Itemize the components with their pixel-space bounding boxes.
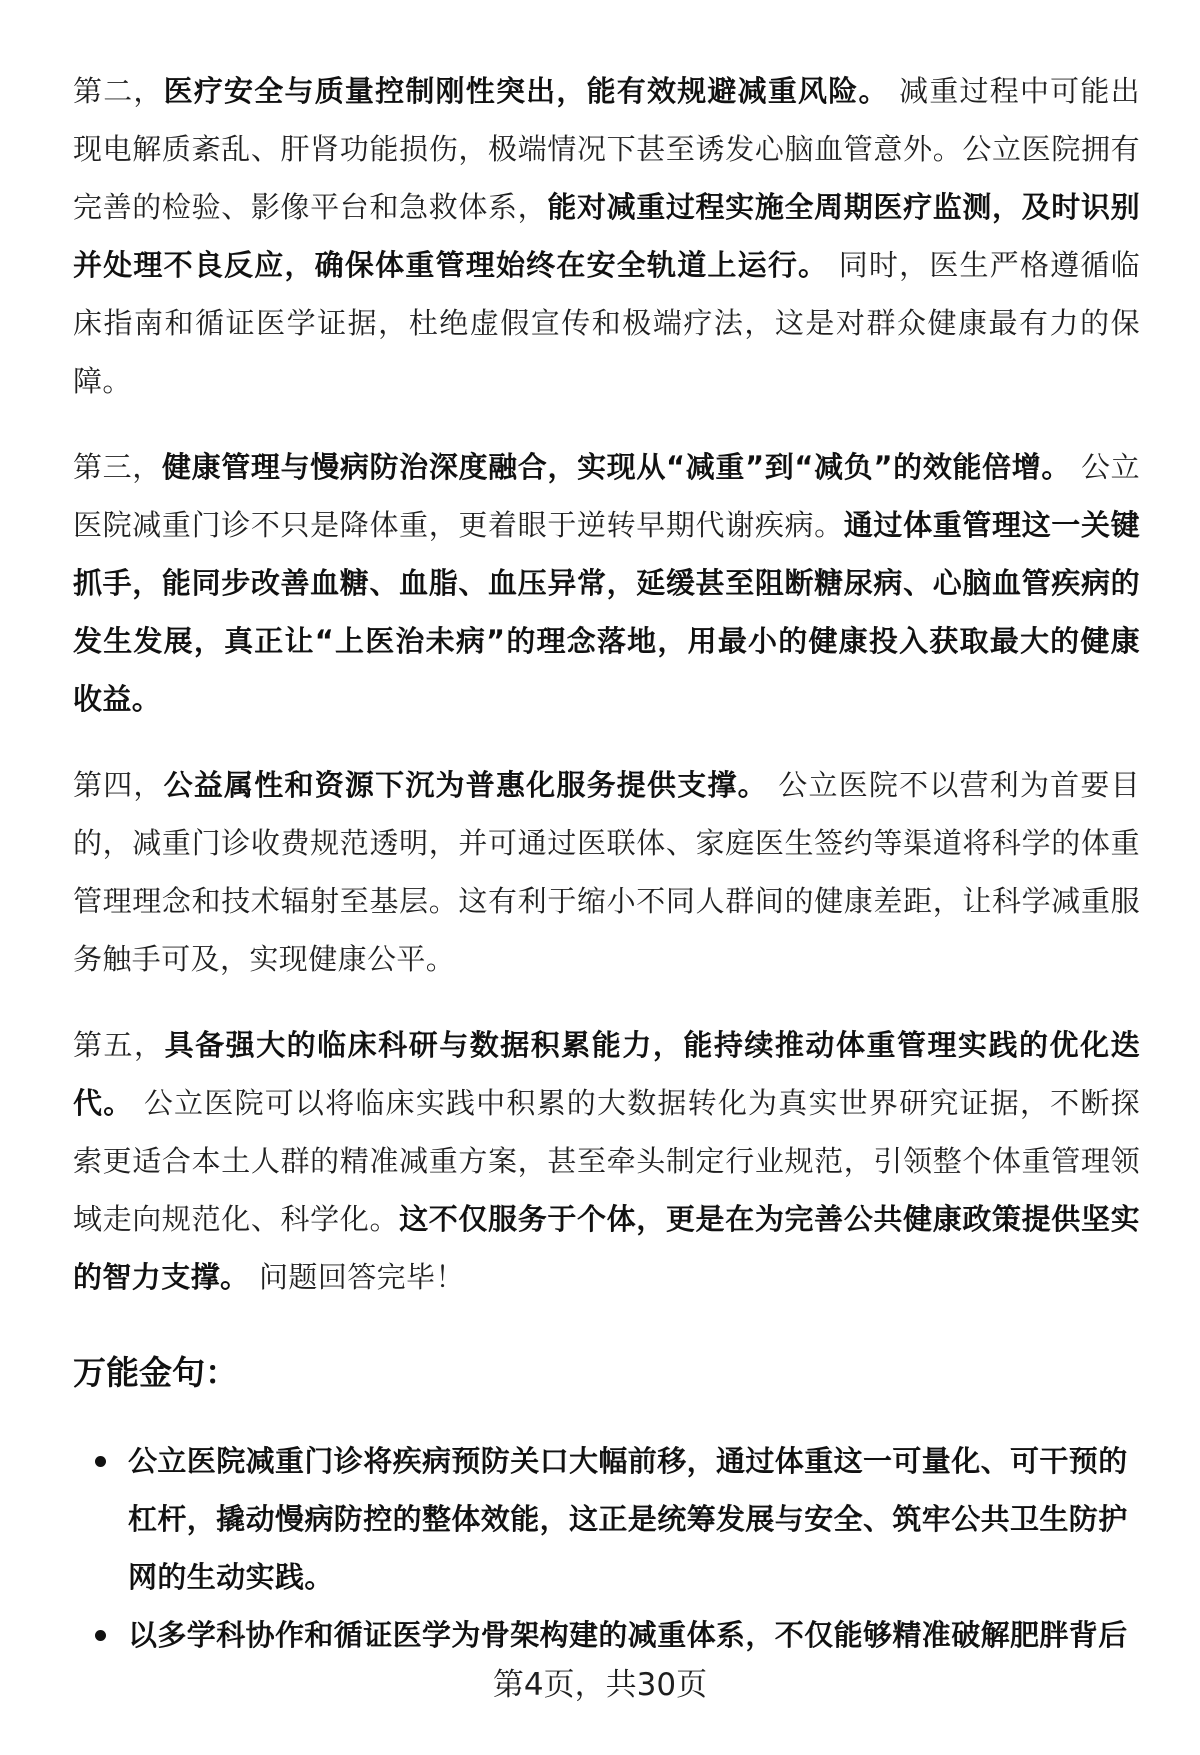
bullet-dot-icon <box>95 1456 106 1467</box>
list-item-text: 公立医院减重门诊将疾病预防关口大幅前移，通过体重这一可量化、可干预的杠杆，撬动慢病防控的整体效能，这正是统筹发展与安全、筑牢公共卫生防护网的生动实践。 <box>128 1444 1128 1594</box>
list-item-text: 以多学科协作和循证医学为骨架构建的减重体系，不仅能够精准破解肥胖背后 <box>128 1618 1128 1652</box>
bold-text: 通过体重管理这一关键抓手，能同步改善血糖、血脂、血压异常，延缓甚至阻断糖尿病、心脑血管疾病的发生发展，真正让“上医治未病”的理念落地，用最小的健康投入获取最大的健康收益。 <box>73 508 1140 716</box>
bullet-dot-icon <box>95 1630 106 1641</box>
bold-text: 这不仅服务于个体，更是在为完善公共健康政策提供坚实的智力支撑。 <box>73 1202 1140 1294</box>
text-segment: 第五， <box>73 1028 165 1062</box>
text-segment: 第四， <box>73 768 164 802</box>
paragraph <box>73 1016 1140 1306</box>
list-item <box>73 1606 1140 1664</box>
paragraph <box>73 438 1140 728</box>
text-segment: 问题回答完毕！ <box>249 1260 465 1294</box>
text-segment: 公立医院可以将临床实践中积累的大数据转化为真实世界研究证据，不断探索更适合本土人群的精准减重方案，甚至牵头制定行业规范，引领整个体重管理领域走向规范化、科学化。 <box>73 1086 1140 1236</box>
golden-sentence-list <box>73 1432 1140 1664</box>
text-segment: 第三， <box>73 450 162 484</box>
paragraph <box>73 756 1140 988</box>
bold-text: 公益属性和资源下沉为普惠化服务提供支撑。 <box>163 768 768 802</box>
text-segment: 公立医院不以营利为首要目的，减重门诊收费规范透明，并可通过医联体、家庭医生签约等渠道将科学的体重管理理念和技术辐射至基层。这有利于缩小不同人群间的健康差距，让科学减重服务触手可及，实现健康公平。 <box>73 768 1141 976</box>
text-segment: 第二， <box>73 74 164 108</box>
text-segment: 同时，医生严格遵循临床指南和循证医学证据，杜绝虚假宣传和极端疗法，这是对群众健康最有力的保障。 <box>73 248 1140 398</box>
section-title: 万能金句： <box>73 1353 238 1392</box>
bold-text: 健康管理与慢病防治深度融合，实现从“减重”到“减负”的效能倍增。 <box>161 450 1072 484</box>
paragraph <box>73 62 1140 410</box>
text-segment: 减重过程中可能出现电解质紊乱、肝肾功能损伤，极端情况下甚至诱发心脑血管意外。公立医院拥有完善的检验、影像平台和急救体系， <box>73 74 1141 224</box>
bold-text: 具备强大的临床科研与数据积累能力，能持续推动体重管理实践的优化迭代。 <box>73 1028 1140 1120</box>
text-segment: 公立医院减重门诊不只是降体重，更着眼于逆转早期代谢疾病。 <box>73 450 1141 542</box>
page-number: 第4页，共30页 <box>492 1667 708 1703</box>
body-paragraphs <box>73 62 1140 1306</box>
bold-text: 能对减重过程实施全周期医疗监测，及时识别并处理不良反应，确保体重管理始终在安全轨道上运行。 <box>73 190 1140 282</box>
bold-text: 医疗安全与质量控制刚性突出，能有效规避减重风险。 <box>163 74 889 108</box>
list-item <box>73 1432 1140 1606</box>
